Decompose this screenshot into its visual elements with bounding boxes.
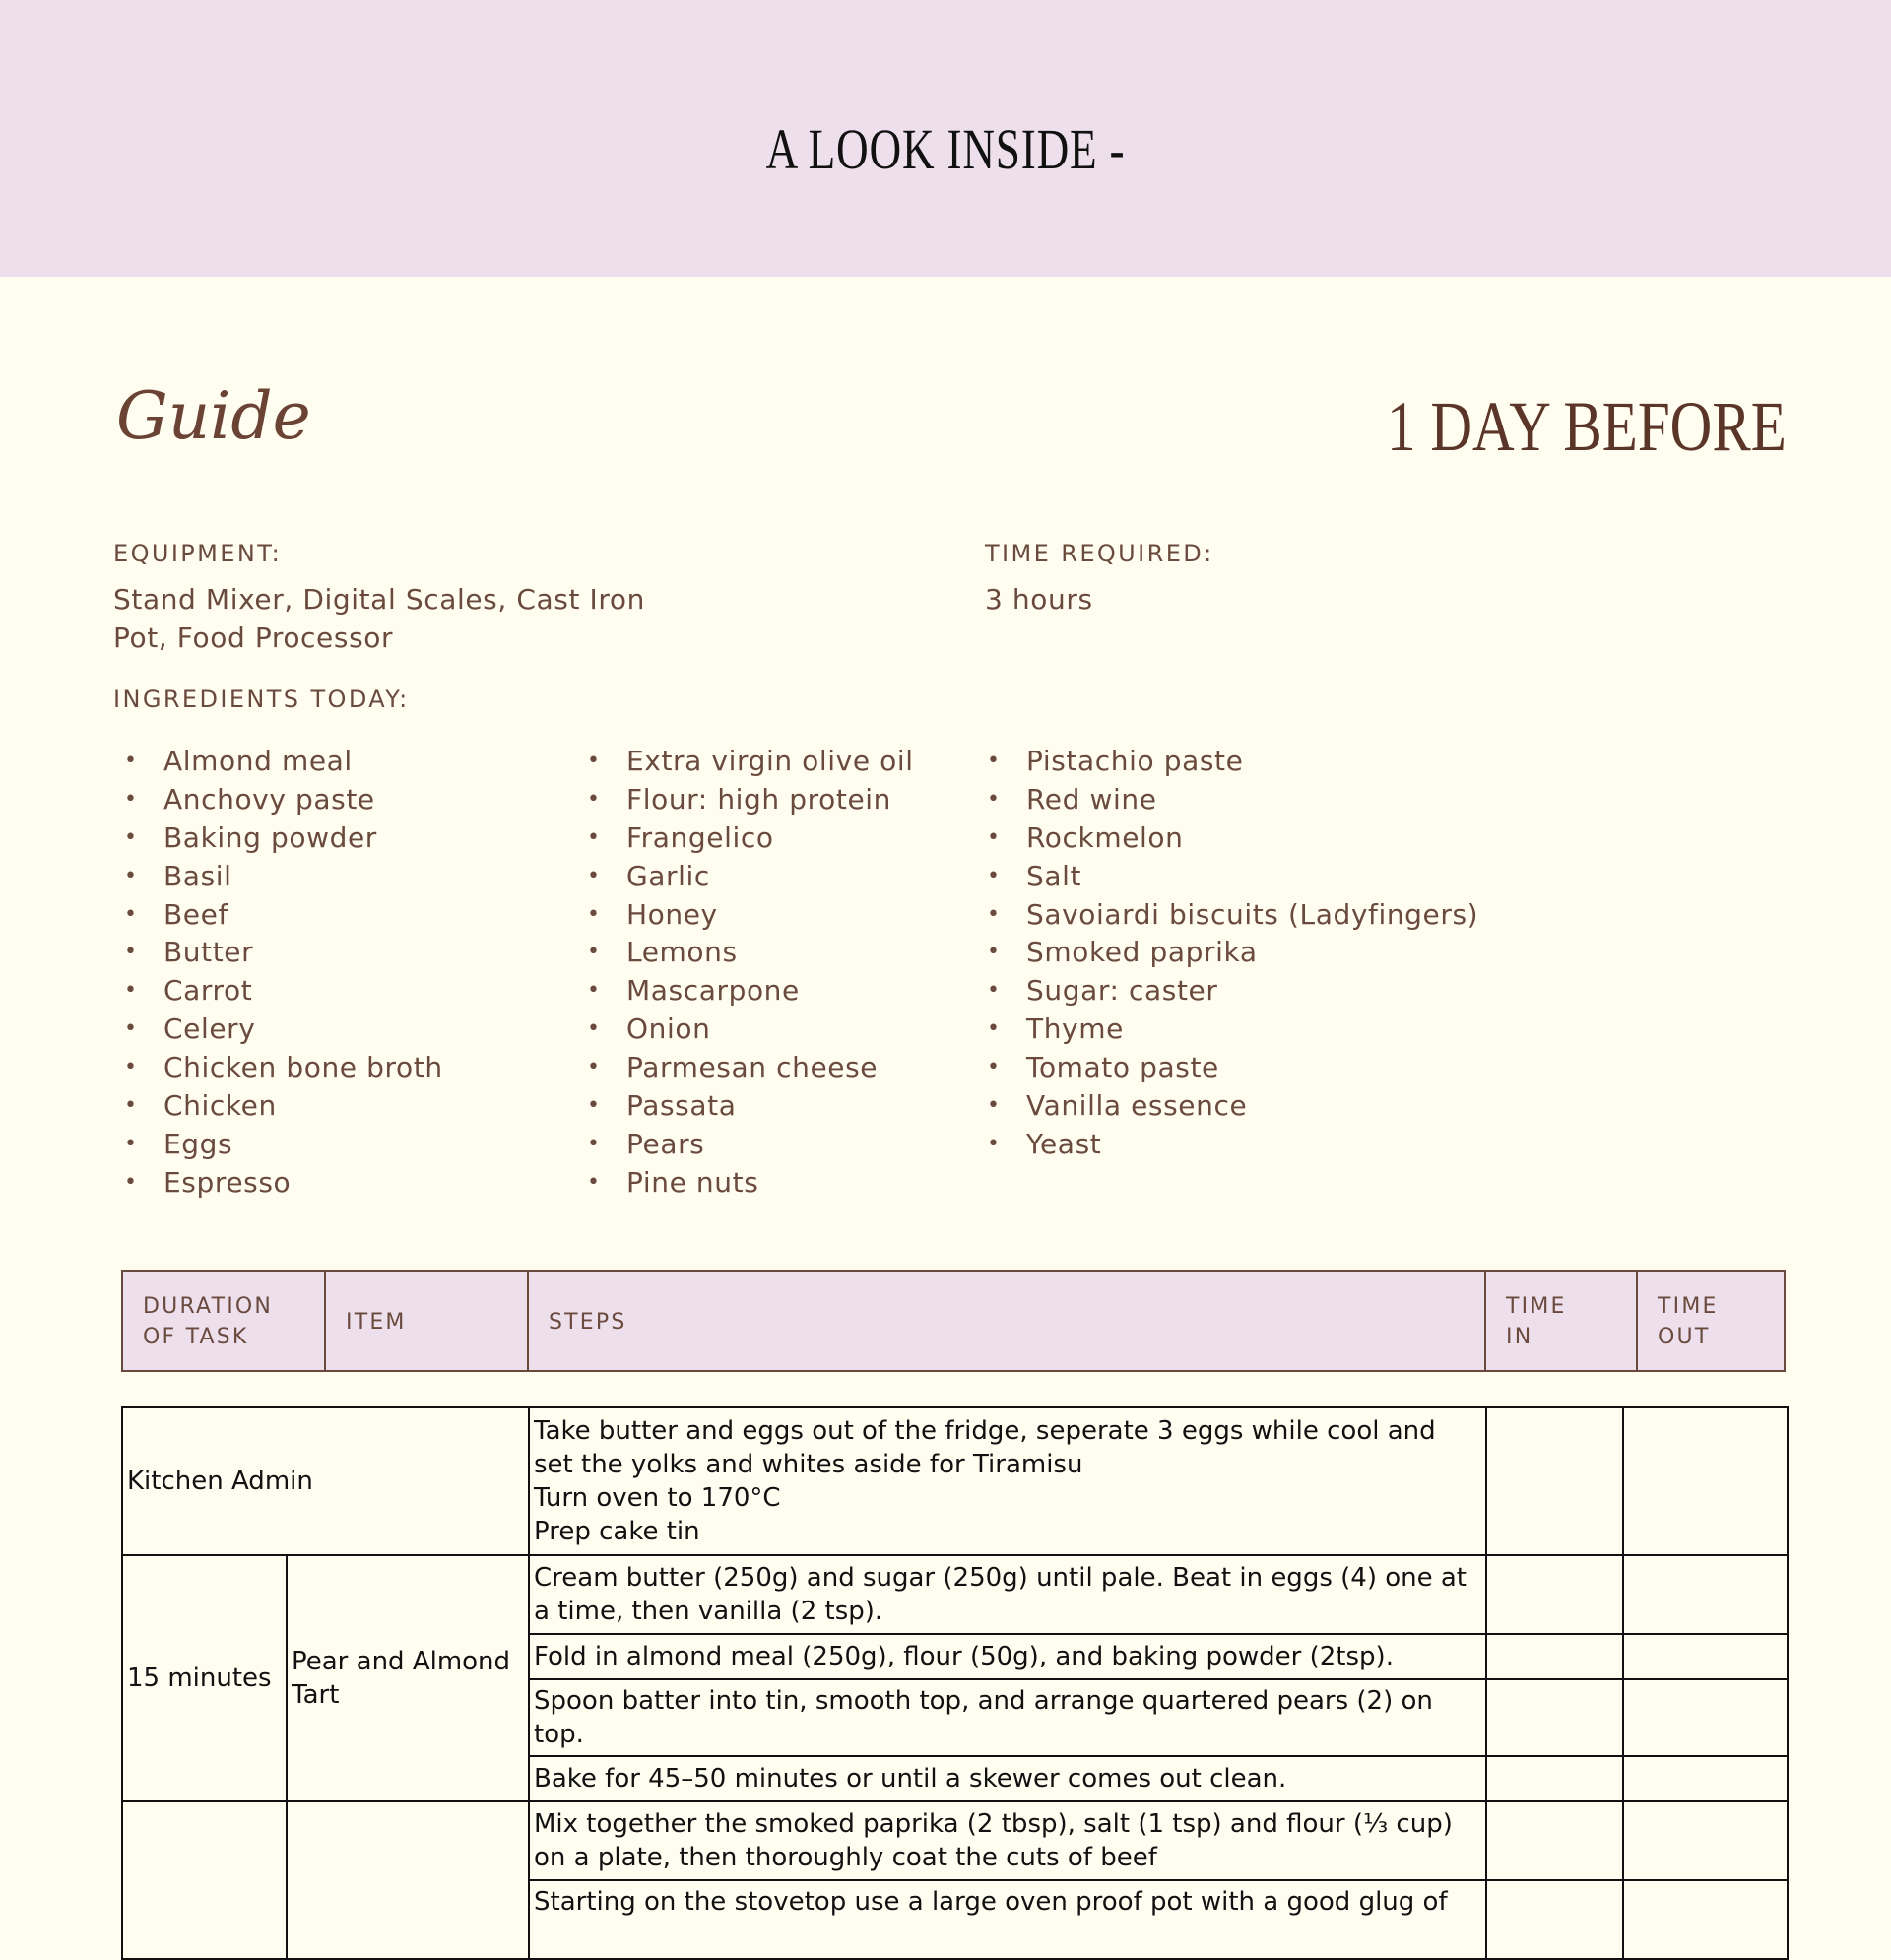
step-text: Prep cake tin [534, 1517, 700, 1546]
ingredient-item: • Yeast [977, 1126, 1478, 1164]
step-cell: Spoon batter into tin, smooth top, and arrange quartered pears (2) on top. [529, 1679, 1486, 1756]
ingredient-item: • Almond meal [114, 743, 443, 781]
duration-cell [122, 1801, 287, 1959]
ingredient-item: • Passata [577, 1087, 914, 1126]
time-in-cell[interactable] [1486, 1880, 1623, 1959]
ingredient-item: • Salt [977, 858, 1478, 896]
time-in-cell[interactable] [1486, 1801, 1623, 1880]
ingredients-column-3 [977, 743, 1478, 1164]
ingredient-item: • Vanilla essence [977, 1087, 1478, 1126]
ingredient-item: • Espresso [114, 1164, 443, 1203]
header-time-out [1638, 1272, 1784, 1370]
ingredient-item: • Savoiardi biscuits (Ladyfingers) [977, 896, 1478, 935]
step-cell: Mix together the smoked paprika (2 tbsp), salt (1 tsp) and flour (⅓ cup) on a plate, then thoroughly coat the cuts of beef [529, 1801, 1486, 1880]
ingredient-item: • Lemons [577, 934, 914, 972]
ingredient-item: • Basil [114, 858, 443, 896]
ingredient-item: • Garlic [577, 858, 914, 896]
ingredients-column-1 [114, 743, 443, 1203]
step-cell: Cream butter (250g) and sugar (250g) until pale. Beat in eggs (4) one at a time, then vanilla (2 tsp). [529, 1555, 1486, 1634]
header-time-in-line-2: IN [1506, 1325, 1533, 1349]
ingredient-item: • Parmesan cheese [577, 1049, 914, 1087]
ingredient-item: • Red wine [977, 781, 1478, 819]
ingredient-item: • Beef [114, 896, 443, 935]
time-out-cell[interactable] [1623, 1555, 1788, 1634]
step-text: Turn oven to 170°C [534, 1483, 781, 1513]
ingredient-item: • Tomato paste [977, 1049, 1478, 1087]
time-out-cell[interactable] [1623, 1407, 1788, 1555]
ingredient-item: • Onion [577, 1011, 914, 1049]
ingredient-item: • Carrot [114, 972, 443, 1011]
banner-title: A LOOK INSIDE - [765, 117, 1126, 181]
time-in-cell[interactable] [1486, 1555, 1623, 1634]
ingredient-item: • Thyme [977, 1011, 1478, 1049]
time-in-cell[interactable] [1486, 1634, 1623, 1679]
steps-cell [529, 1407, 1486, 1555]
ingredient-item: • Pears [577, 1126, 914, 1164]
time-required-value: 3 hours [985, 583, 1093, 616]
step-text: Take butter and eggs out of the fridge, seperate 3 eggs while cool and set the yolks and whites aside for Tiramisu [534, 1416, 1436, 1479]
ingredient-item: • Honey [577, 896, 914, 935]
ingredient-item: • Anchovy paste [114, 781, 443, 819]
ingredient-item: • Smoked paprika [977, 934, 1478, 972]
header-steps [529, 1272, 1486, 1370]
time-out-cell[interactable] [1623, 1634, 1788, 1679]
guide-heading: Guide [116, 378, 311, 454]
step-cell: Bake for 45–50 minutes or until a skewer comes out clean. [529, 1756, 1486, 1801]
header-duration-line-2: OF TASK [143, 1325, 249, 1349]
time-out-cell[interactable] [1623, 1756, 1788, 1801]
time-out-cell[interactable] [1623, 1801, 1788, 1880]
equipment-line-1: Stand Mixer, Digital Scales, Cast Iron [113, 583, 645, 616]
table-row [122, 1407, 1788, 1555]
task-table [121, 1406, 1789, 1960]
ingredient-item: • Eggs [114, 1126, 443, 1164]
equipment-line-2: Pot, Food Processor [113, 621, 394, 654]
time-required-label: TIME REQUIRED: [985, 540, 1214, 567]
task-table-header [121, 1270, 1786, 1372]
ingredient-item: • Butter [114, 934, 443, 972]
time-in-cell[interactable] [1486, 1407, 1623, 1555]
ingredient-item: • Chicken bone broth [114, 1049, 443, 1087]
header-steps-label: STEPS [549, 1310, 627, 1335]
header-item [326, 1272, 529, 1370]
table-row [122, 1555, 1788, 1634]
ingredient-item: • Sugar: caster [977, 972, 1478, 1011]
header-time-in-line-1: TIME [1506, 1294, 1567, 1319]
header-time-in [1486, 1272, 1638, 1370]
item-cell: Pear and Almond Tart [287, 1555, 529, 1801]
header-time-out-line-1: TIME [1658, 1294, 1719, 1319]
step-cell: Fold in almond meal (250g), flour (50g), and baking powder (2tsp). [529, 1634, 1486, 1679]
ingredient-item: • Pistachio paste [977, 743, 1478, 781]
ingredients-column-2 [577, 743, 914, 1203]
ingredient-item: • Baking powder [114, 819, 443, 858]
header-duration-line-1: DURATION [143, 1294, 274, 1319]
duration-cell: 15 minutes [122, 1555, 287, 1801]
ingredient-item: • Pine nuts [577, 1164, 914, 1203]
ingredient-item: • Flour: high protein [577, 781, 914, 819]
ingredient-item: • Frangelico [577, 819, 914, 858]
day-heading: 1 DAY BEFORE [1387, 387, 1787, 466]
header-duration [123, 1272, 326, 1370]
ingredients-label: INGREDIENTS TODAY: [113, 686, 410, 713]
kitchen-admin-cell: Kitchen Admin [122, 1407, 529, 1555]
header-item-label: ITEM [346, 1310, 407, 1335]
ingredient-item: • Extra virgin olive oil [577, 743, 914, 781]
equipment-label: EQUIPMENT: [113, 540, 283, 567]
time-in-cell[interactable] [1486, 1679, 1623, 1756]
time-out-cell[interactable] [1623, 1679, 1788, 1756]
top-banner [0, 0, 1891, 277]
ingredient-item: • Celery [114, 1011, 443, 1049]
ingredient-item: • Mascarpone [577, 972, 914, 1011]
time-in-cell[interactable] [1486, 1756, 1623, 1801]
header-time-out-line-2: OUT [1658, 1325, 1711, 1349]
ingredient-item: • Rockmelon [977, 819, 1478, 858]
item-cell [287, 1801, 529, 1959]
time-out-cell[interactable] [1623, 1880, 1788, 1959]
step-cell: Starting on the stovetop use a large oven proof pot with a good glug of [529, 1880, 1486, 1959]
table-row [122, 1801, 1788, 1880]
ingredient-item: • Chicken [114, 1087, 443, 1126]
